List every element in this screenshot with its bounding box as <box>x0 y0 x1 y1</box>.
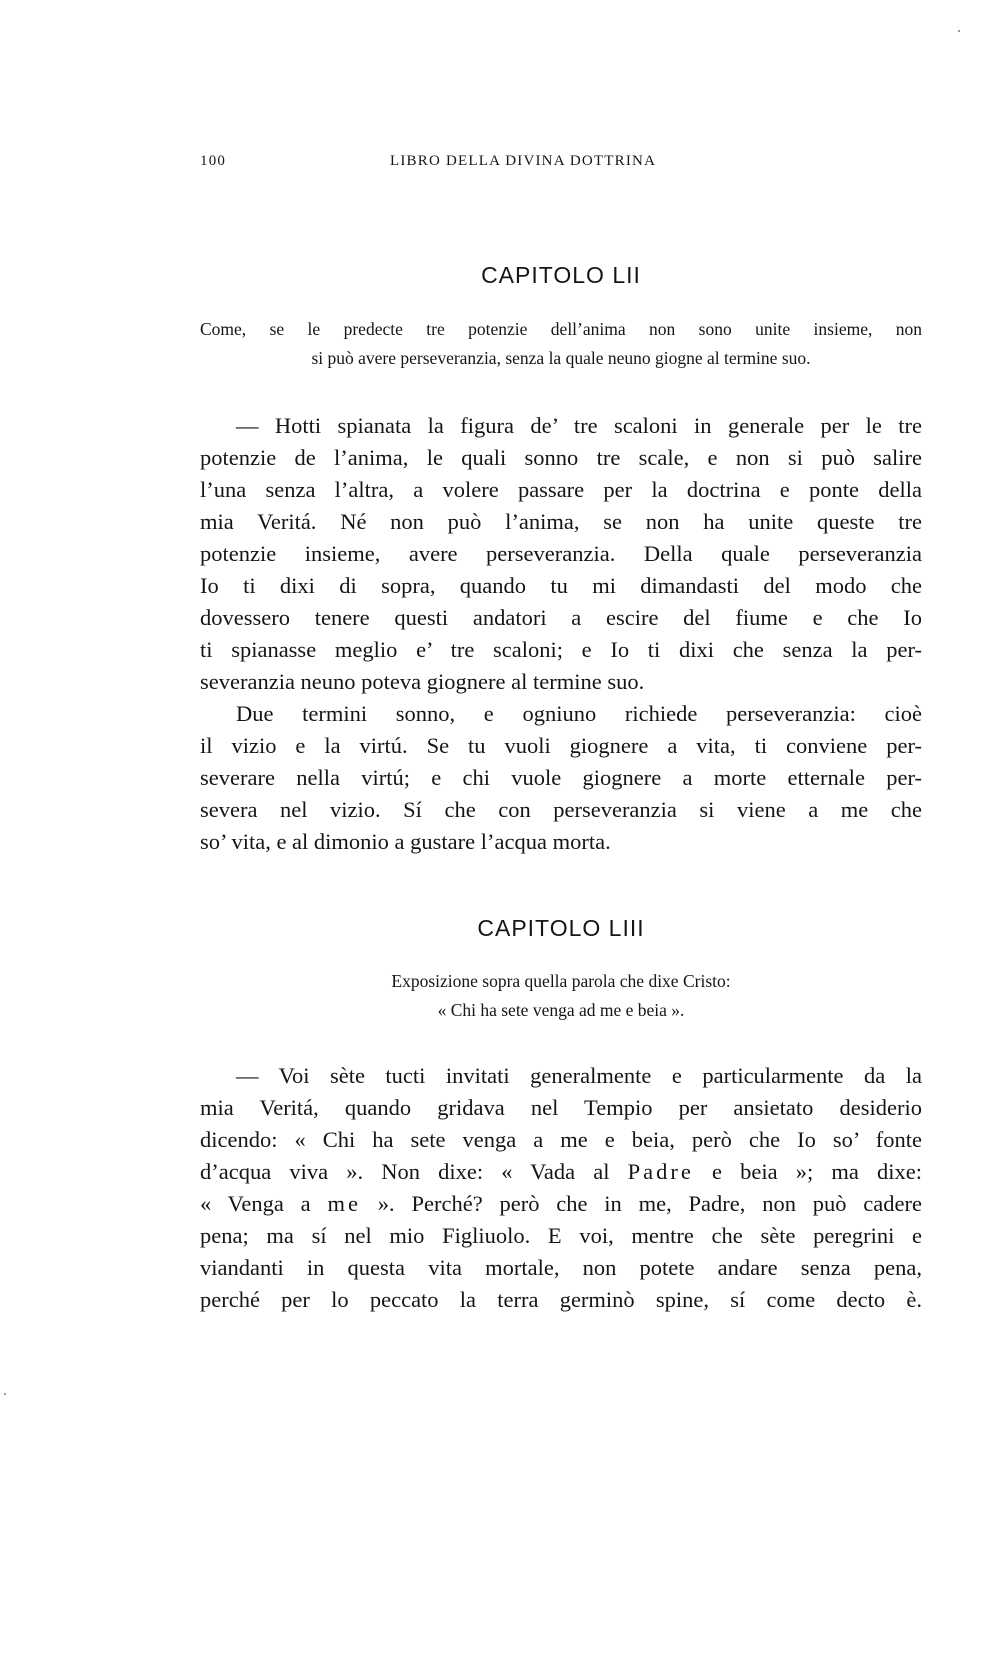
summary-line: Exposizione sopra quella parola che dixe Cristo: <box>391 971 731 991</box>
text-line: severanzia neuno poteva giognere al termine suo. <box>200 669 645 694</box>
text-line: dovessero tenere questi andatori a escire del fiume e che Io <box>200 605 922 630</box>
chapter-52-paragraph-2 <box>200 698 922 858</box>
scan-speck <box>958 30 960 32</box>
chapter-53-summary <box>200 967 922 1025</box>
summary-line: si può avere perseveranzia, senza la quale neuno giogne al termine suo. <box>311 348 811 368</box>
chapter-52-heading: CAPITOLO LII <box>481 262 641 288</box>
text-line: potenzie insieme, avere perseveranzia. Della quale perseveranzia <box>200 541 922 566</box>
text-line: l’una senza l’altra, a volere passare per la doctrina e ponte della <box>200 477 922 502</box>
chapter-53-heading: CAPITOLO LIII <box>477 915 645 941</box>
text-line: — Hotti spianata la figura de’ tre scaloni in generale per le tre <box>236 413 922 438</box>
running-title: LIBRO DELLA DIVINA DOTTRINA <box>390 153 657 169</box>
text-line: severare nella virtú; e chi vuole giognere a morte etternale per- <box>200 765 922 790</box>
text-line <box>200 1188 922 1220</box>
text-line: potenzie de l’anima, le quali sonno tre scale, e non si può salire <box>200 445 922 470</box>
text-segment: d’acqua viva ». Non dixe: « Vada al <box>200 1159 628 1184</box>
spaced-word: me <box>327 1191 361 1216</box>
spaced-word: Padre <box>627 1159 694 1184</box>
text-line: severa nel vizio. Sí che con perseveranzia si viene a me che <box>200 797 922 822</box>
summary-line: Come, se le predecte tre potenzie dell’anima non sono unite insieme, non <box>200 319 922 339</box>
text-line: Due termini sonno, e ogniuno richiede perseveranzia: cioè <box>236 701 922 726</box>
chapter-52-summary <box>200 315 922 373</box>
text-line <box>200 1156 922 1188</box>
text-line: perché per lo peccato la terra germinò spine, sí come decto è. <box>200 1287 922 1312</box>
text-segment: e beia »; ma dixe: <box>693 1159 922 1184</box>
text-line: pena; ma sí nel mio Figliuolo. E voi, mentre che sète peregrini e <box>200 1223 922 1248</box>
text-segment: « Venga a <box>200 1191 328 1216</box>
text-line: dicendo: « Chi ha sete venga a me e beia, però che Io so’ fonte <box>200 1127 922 1152</box>
text-line: so’ vita, e al dimonio a gustare l’acqua morta. <box>200 829 611 854</box>
text-line: — Voi sète tucti invitati generalmente e particularmente da la <box>236 1063 922 1088</box>
text-line: il vizio e la virtú. Se tu vuoli giognere a vita, ti conviene per- <box>200 733 922 758</box>
chapter-52-paragraph-1 <box>200 410 922 698</box>
text-line: Io ti dixi di sopra, quando tu mi dimandasti del modo che <box>200 573 922 598</box>
scan-speck <box>4 1393 6 1395</box>
page-number: 100 <box>200 153 227 169</box>
text-line: mia Veritá. Né non può l’anima, se non ha unite queste tre <box>200 509 922 534</box>
summary-line: « Chi ha sete venga ad me e beia ». <box>437 1000 685 1020</box>
text-line: viandanti in questa vita mortale, non potete andare senza pena, <box>200 1255 922 1280</box>
text-segment: ». Perché? però che in me, Padre, non può cadere <box>360 1191 922 1216</box>
chapter-53-paragraph-1 <box>200 1060 922 1316</box>
text-line: mia Veritá, quando gridava nel Tempio per ansietato desiderio <box>200 1095 922 1120</box>
text-line: ti spianasse meglio e’ tre scaloni; e Io ti dixi che senza la per- <box>200 637 922 662</box>
running-head <box>200 153 740 177</box>
